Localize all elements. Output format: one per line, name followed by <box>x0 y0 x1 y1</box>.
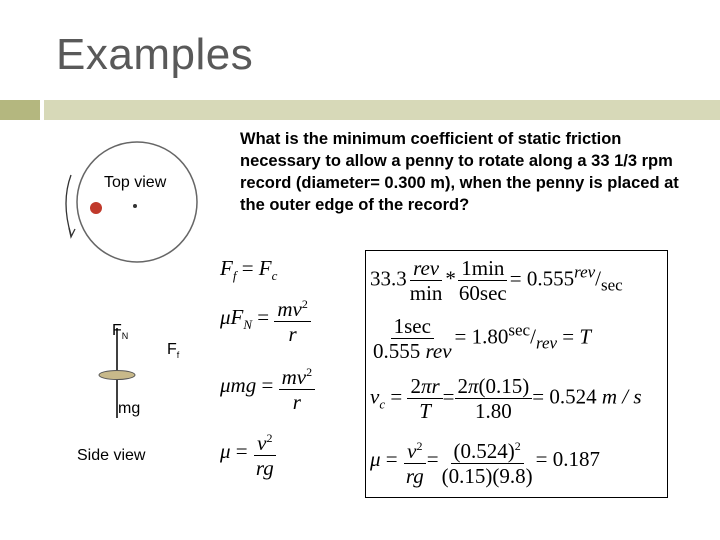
penny-dot <box>90 202 102 214</box>
friction-force-label: $F_f$ <box>167 341 180 361</box>
slide-title: Examples <box>56 30 254 79</box>
side-penny <box>99 371 135 380</box>
weight-label: mg <box>118 400 141 417</box>
solution-line-rev-per-sec: 33.3 $\frac{\text{rev}}{\min}$ * $\frac{1\min}{60\sec}$ = $0.555^{rev}/_{sec}$ <box>370 256 623 305</box>
record-circle <box>77 142 197 262</box>
side-view-label: Side view <box>77 447 146 464</box>
equation-mu-mg: μmg = $\frac{mv^2}{r}$ <box>220 360 315 414</box>
equation-mu-result: μ = $\frac{v^2}{rg}$ <box>220 426 277 480</box>
normal-force-label: $F_N$ <box>112 322 129 342</box>
accent-band-left <box>0 100 40 120</box>
solution-line-velocity: $v_c$ = $\frac{2\pi r}{T}$ = $\frac{2\pi(0.15)}{1.80}$ = 0.524 m / s <box>370 374 642 423</box>
top-view-diagram <box>55 140 215 270</box>
solution-line-period: $\frac{1\sec}{\text{0.555 rev}}$ = $1.80^{sec}/_{rev} = T$ <box>373 314 592 363</box>
top-view-label: Top view <box>104 174 167 191</box>
rotation-arrow-arc <box>66 175 71 235</box>
equation-friction-equals-centripetal: $F_f = F_c$ <box>220 256 278 284</box>
record-center-dot <box>133 204 137 208</box>
rotation-arrow-head <box>69 228 75 237</box>
solution-line-mu: μ = $\frac{v^2}{rg}$ = $\frac{(0.524)^2}{(0.15)(9.8)}$ = 0.187 <box>370 434 600 488</box>
question-text: What is the minimum coefficient of static friction necessary to allow a penny to rotate along a 33 1/3 rpm record (diameter= 0.300 m), when the penny is placed at the outer edge of the record? <box>240 130 679 214</box>
equation-mu-fn: $\mu F_N$ = $\frac{mv^2}{r}$ <box>220 292 311 346</box>
accent-band-right <box>44 100 720 120</box>
